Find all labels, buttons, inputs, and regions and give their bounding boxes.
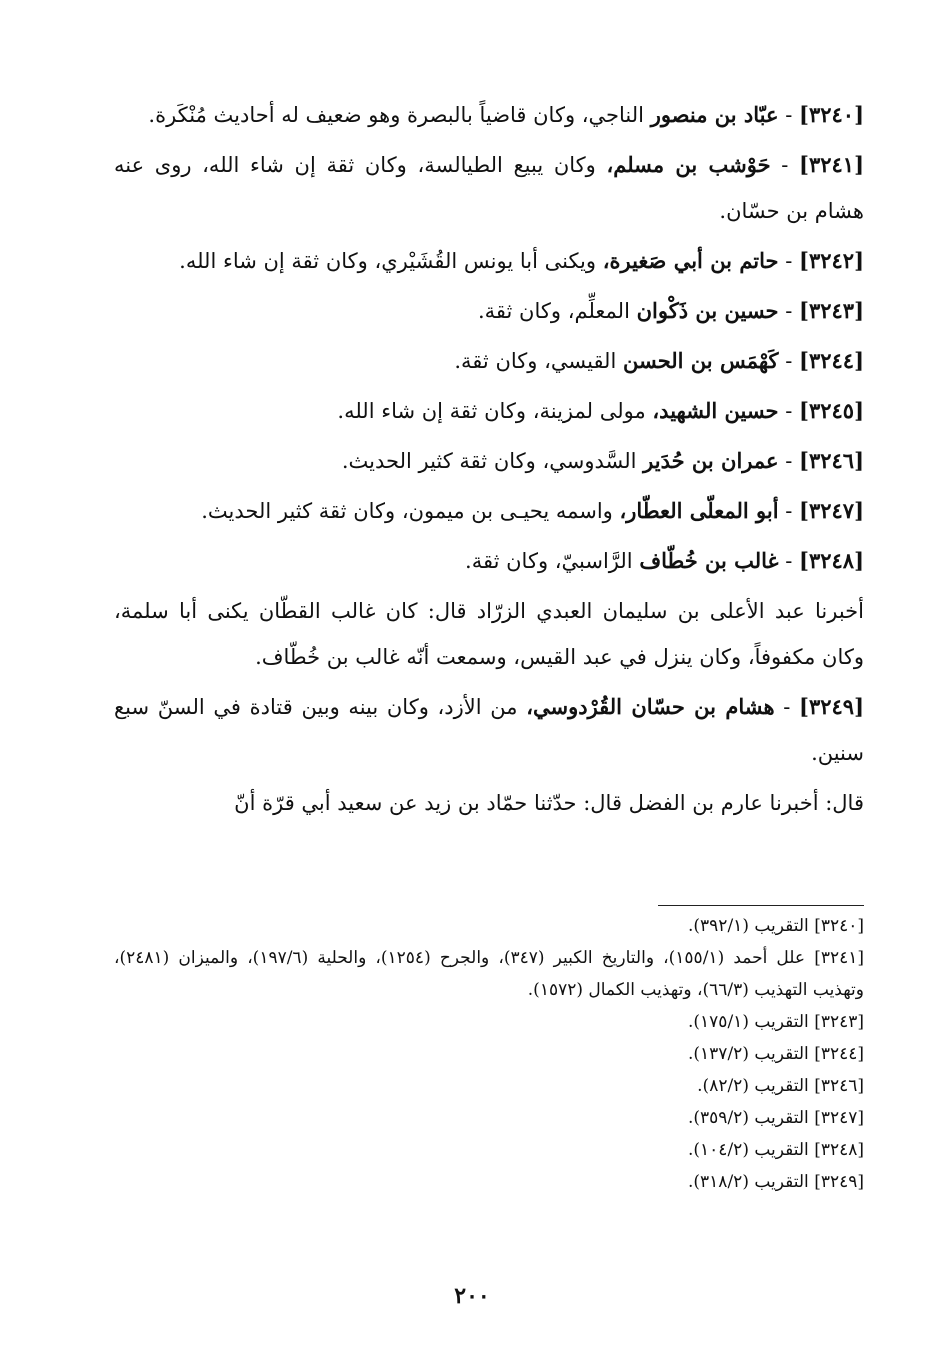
entry-text: وكان يبيع الطيالسة، وكان ثقة إن شاء الله، روى عنه هشام بن حسّان. [114, 153, 864, 223]
footnote: [٣٢٤٤] التقريب (١٣٧/٢). [688, 1044, 864, 1064]
entry-3244: [٣٢٤٤] - كَهْمَس بن الحسن القيسي، وكان ثقة. [454, 348, 864, 373]
footnote: [٣٢٤٦] التقريب (٨٢/٢). [697, 1076, 864, 1096]
footnote: [٣٢٤٣] التقريب (١٧٥/١). [688, 1012, 864, 1032]
entry-3249: [٣٢٤٩] - هشام بن حسّان القُرْدوسي، من الأزد، وكان بينه وبين قتادة في السنّ سبع سنين. [114, 694, 864, 765]
footnotes-section [114, 910, 864, 1198]
entry-text: السَّدوسي، وكان ثقة كثير الحديث. [341, 449, 644, 473]
entry-number: [٣٢٤١] [799, 152, 864, 177]
entry-text: واسمه يحيـى بن ميمون، وكان ثقة كثير الحديث. [201, 499, 620, 523]
entry-number: [٣٢٤٦] [799, 448, 864, 473]
entry-name: حسين بن ذَكْوان [636, 298, 779, 323]
entry-name: عبّاد بن منصور [650, 102, 779, 127]
entry-name: غالب بن خُطّاف [639, 548, 779, 573]
entry-number: [٣٢٤٣] [799, 298, 864, 323]
entry-number: [٣٢٤٥] [799, 398, 864, 423]
entry-name: أبو المعلّى العطّار، [619, 498, 779, 523]
entry-3248: [٣٢٤٨] - غالب بن خُطّاف الرَّاسبيّ، وكان ثقة. [465, 548, 864, 573]
entry-number: [٣٢٤٠] [799, 102, 864, 127]
entry-3243: [٣٢٤٣] - حسين بن ذَكْوان المعلِّم، وكان ثقة. [477, 298, 864, 323]
entry-3241: [٣٢٤١] - حَوْشب بن مسلم، وكان يبيع الطيالسة، وكان ثقة إن شاء الله، روى عنه هشام بن حسّان. [114, 152, 864, 223]
footnote: [٣٢٤٠] التقريب (٣٩٢/١). [688, 916, 864, 936]
entry-name: حَوْشب بن مسلم، [606, 152, 771, 177]
entry-name: حاتم بن أبي صَغيرة، [602, 248, 779, 273]
entry-3247: [٣٢٤٧] - أبو المعلّى العطّار، واسمه يحيـى بن ميمون، وكان ثقة كثير الحديث. [201, 498, 864, 523]
entry-text: ويكنى أبا يونس القُشَيْري، وكان ثقة إن شاء الله. [179, 249, 603, 273]
entry-text: الرَّاسبيّ، وكان ثقة. [465, 549, 640, 573]
entry-3240: [٣٢٤٠] - عبّاد بن منصور الناجي، وكان قاضياً بالبصرة وهو ضعيف له أحاديث مُنْكَرة. [148, 102, 864, 127]
entry-name: كَهْمَس بن الحسن [622, 348, 779, 373]
footnote-divider [658, 905, 864, 906]
entry-text: مولى لمزينة، وكان ثقة إن شاء الله. [337, 399, 653, 423]
narration-paragraph: قال: أخبرنا عارم بن الفضل قال: حدّثنا حمّاد بن زيد عن سعيد أبي قرّة أنّ [234, 791, 864, 815]
entry-number: [٣٢٤٩] [799, 694, 864, 719]
footnote: [٣٢٤٨] التقريب (١٠٤/٢). [688, 1140, 864, 1160]
page-number: ٢٠٠ [454, 1283, 490, 1309]
entry-number: [٣٢٤٤] [799, 348, 864, 373]
entry-3242: [٣٢٤٢] - حاتم بن أبي صَغيرة، ويكنى أبا يونس القُشَيْري، وكان ثقة إن شاء الله. [179, 248, 864, 273]
entry-name: عمران بن حُدَير [643, 448, 779, 473]
entry-3245: [٣٢٤٥] - حسين الشهيد، مولى لمزينة، وكان ثقة إن شاء الله. [337, 398, 864, 423]
footnote: [٣٢٤٧] التقريب (٣٥٩/٢). [688, 1108, 864, 1128]
entry-3246: [٣٢٤٦] - عمران بن حُدَير السَّدوسي، وكان ثقة كثير الحديث. [341, 448, 864, 473]
entry-number: [٣٢٤٨] [799, 548, 864, 573]
entry-text: المعلِّم، وكان ثقة. [477, 299, 637, 323]
footnote: [٣٢٤١] علل أحمد (١٥٥/١)، والتاريخ الكبير (٣٤٧)، والجرح (١٢٥٤)، والحلية (١٩٧/٦)، والميزان (٢٤٨١)، وتهذيب التهذيب (٦٦/٣)، وتهذيب الكمال (١٥٧٢). [114, 948, 864, 1000]
main-text-body [114, 92, 864, 830]
entry-text: من الأزد، وكان بينه وبين قتادة في السنّ سبع سنين. [114, 695, 864, 765]
narration-paragraph: أخبرنا عبد الأعلى بن سليمان العبدي الزرّاد قال: كان غالب القطّان يكنى أبا سلمة، وكان مكفوفاً، وكان ينزل في عبد القيس، وسمعت أنّه غالب بن خُطّاف. [114, 599, 864, 669]
entry-text: القيسي، وكان ثقة. [454, 349, 623, 373]
entry-number: [٣٢٤٢] [799, 248, 864, 273]
footnote: [٣٢٤٩] التقريب (٣١٨/٢). [688, 1172, 864, 1192]
entry-name: حسين الشهيد، [652, 398, 779, 423]
entry-text: الناجي، وكان قاضياً بالبصرة وهو ضعيف له أحاديث مُنْكَرة. [148, 103, 651, 127]
entry-name: هشام بن حسّان القُرْدوسي، [526, 694, 775, 719]
entry-number: [٣٢٤٧] [799, 498, 864, 523]
